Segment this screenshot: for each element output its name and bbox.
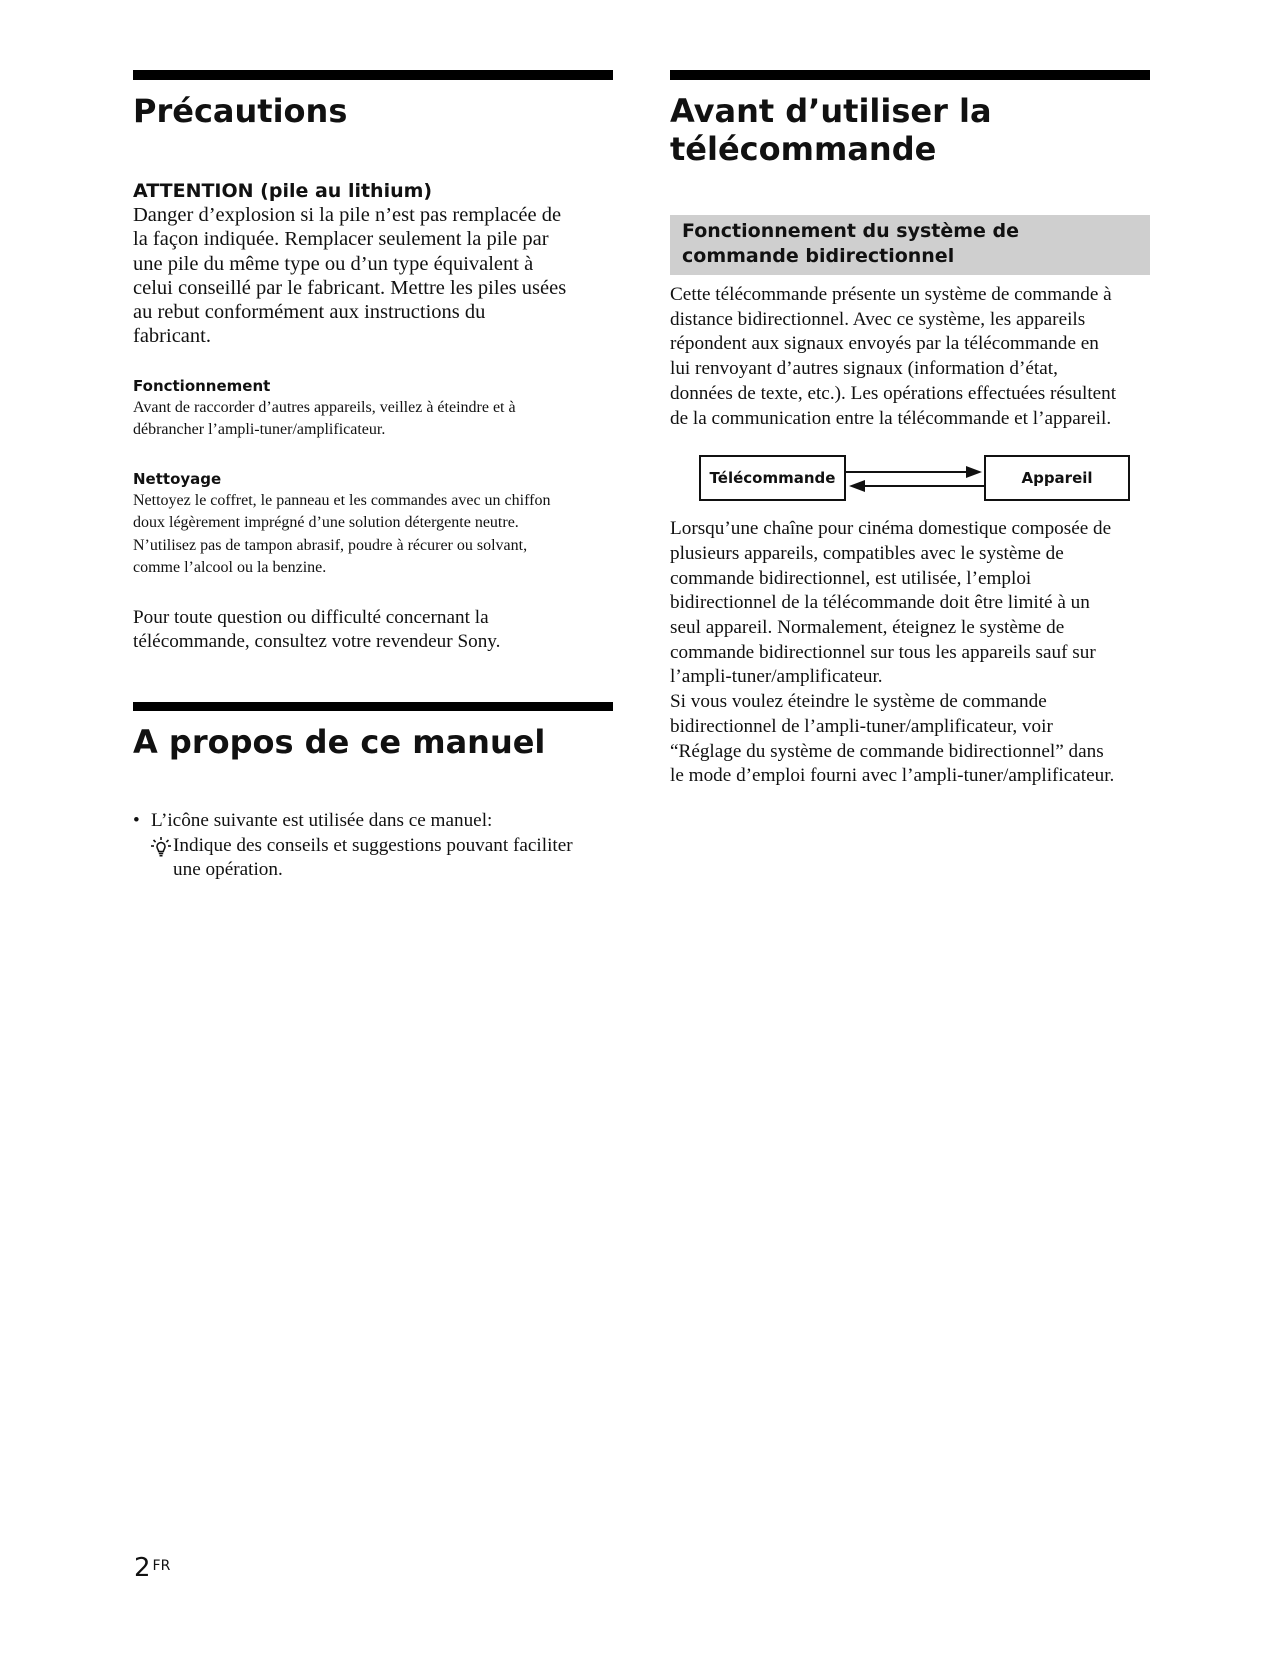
- text-line: répondent aux signaux envoyés par la télécommande en: [670, 333, 1099, 355]
- device-box: Appareil: [984, 455, 1130, 501]
- cleaning-text: [133, 490, 613, 580]
- text-line: “Réglage du système de commande bidirectionnel” dans: [670, 740, 1104, 762]
- text-line: celui conseillé par le fabricant. Mettre les piles usées: [133, 276, 567, 299]
- section-rule: [670, 70, 1150, 80]
- bidirectional-arrows: [670, 455, 1150, 507]
- about-manual-title: A propos de ce manuel: [133, 723, 546, 761]
- text-line: lui renvoyant d’autres signaux (information d’état,: [670, 358, 1058, 380]
- text-line: seul appareil. Normalement, éteignez le système de: [670, 617, 1065, 639]
- question-text: [133, 606, 613, 655]
- text-line: Nettoyez le coffret, le panneau et les commandes avec un chiffon: [133, 491, 551, 509]
- text-line: la façon indiquée. Remplacer seulement la pile par: [133, 228, 549, 251]
- text-line: au rebut conformément aux instructions du: [133, 301, 486, 324]
- remote-title: Avant d’utiliser la télécommande: [670, 92, 992, 168]
- text-line: Cette télécommande présente un système de commande à: [670, 284, 1112, 305]
- attention-text: [133, 203, 613, 349]
- bullet-symbol: •: [133, 810, 140, 831]
- text-line: plusieurs appareils, compatibles avec le système de: [670, 542, 1064, 564]
- arrow-head-right: [966, 466, 982, 478]
- text-line: Pour toute question ou difficulté concernant la: [133, 606, 489, 628]
- text-line: de la communication entre la télécommande et l’appareil.: [670, 407, 1112, 429]
- text-line: télécommande, consultez votre revendeur Sony.: [133, 631, 501, 653]
- text-line: commande bidirectionnel, est utilisée, l’emploi: [670, 567, 1032, 589]
- text-line: Indique des conseils et suggestions pouvant faciliter: [173, 834, 573, 856]
- remote-section: [670, 70, 1150, 789]
- precautions-section: [133, 70, 613, 655]
- text-line: doux légèrement imprégné d’une solution détergente neutre.: [133, 514, 519, 532]
- multi-device-paragraph: [670, 517, 1150, 690]
- text-line: distance bidirectionnel. Avec ce système, les appareils: [670, 308, 1086, 330]
- text-line: bidirectionnel de l’ampli-tuner/amplificateur, voir: [670, 715, 1053, 737]
- tip-item: [133, 834, 613, 883]
- text-line: bidirectionnel de la télécommande doit être limité à un: [670, 592, 1090, 614]
- operation-text: [133, 397, 613, 442]
- remote-box: Télécommande: [699, 455, 846, 501]
- attention-heading: ATTENTION (pile au lithium): [133, 180, 433, 202]
- text-line: comme l’alcool ou la benzine.: [133, 559, 327, 577]
- arrow-head-left: [849, 480, 865, 492]
- cleaning-heading: Nettoyage: [133, 469, 222, 488]
- text-line: N’utilisez pas de tampon abrasif, poudre à récurer ou solvant,: [133, 536, 528, 554]
- text-line: commande bidirectionnel sur tous les appareils sauf sur: [670, 641, 1096, 663]
- lightbulb-tip-icon: [151, 837, 171, 857]
- text-line: débrancher l’ampli-tuner/amplificateur.: [133, 421, 386, 439]
- bullet-item: [133, 809, 613, 834]
- turn-off-paragraph: [670, 690, 1150, 789]
- text-line: fabricant.: [133, 325, 211, 348]
- communication-diagram: [670, 455, 1150, 507]
- text-line: données de texte, etc.). Les opérations effectuées résultent: [670, 382, 1117, 404]
- bullet-text: L’icône suivante est utilisée dans ce manuel:: [151, 810, 493, 831]
- text-line: Lorsqu’une chaîne pour cinéma domestique composée de: [670, 518, 1112, 540]
- page-number-value: 2: [134, 1553, 151, 1583]
- text-line: une opération.: [173, 859, 283, 881]
- intro-paragraph: [670, 283, 1150, 431]
- section-rule: [133, 702, 613, 711]
- text-line: Avant de raccorder d’autres appareils, veillez à éteindre et à: [133, 398, 516, 416]
- heading-line: commande bidirectionnel: [682, 245, 955, 267]
- precautions-title: Précautions: [133, 92, 348, 130]
- operation-heading: Fonctionnement: [133, 376, 271, 395]
- text-line: l’ampli-tuner/amplificateur.: [670, 666, 883, 688]
- about-manual-section: [133, 702, 613, 883]
- heading-line: Fonctionnement du système de: [682, 220, 1020, 242]
- text-line: le mode d’emploi fourni avec l’ampli-tuner/amplificateur.: [670, 765, 1115, 787]
- text-line: Danger d’explosion si la pile n’est pas remplacée de: [133, 204, 562, 226]
- page-number: [134, 1553, 170, 1583]
- text-line: une pile du même type ou d’un type équivalent à: [133, 252, 534, 275]
- bidirectional-heading-box: [670, 215, 1150, 275]
- page-language-suffix: FR: [152, 1558, 171, 1574]
- section-rule: [133, 70, 613, 80]
- text-line: Si vous voulez éteindre le système de commande: [670, 691, 1047, 713]
